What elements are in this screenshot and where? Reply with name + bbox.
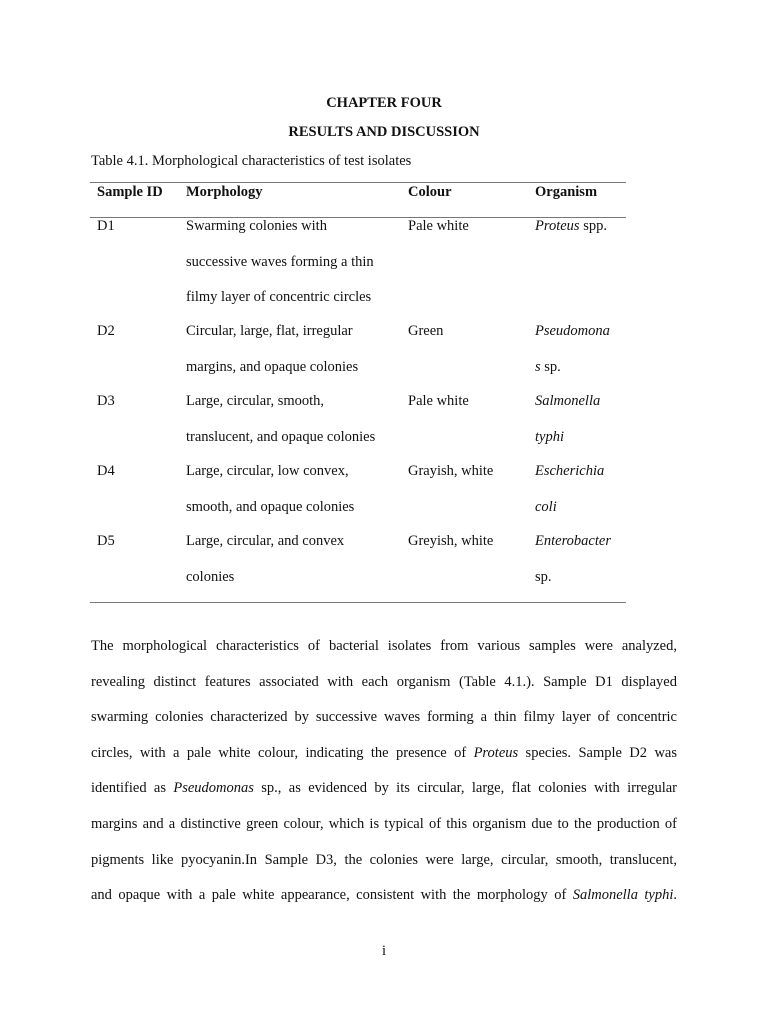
paragraph-line: margins and a distinctive green colour, which is typical of this organism due to the production of [91,815,677,832]
paragraph-line [91,736,677,772]
organism-line [535,209,615,245]
italic-term: Pseudomonas [173,780,254,797]
cell-sample-id: D4 [97,463,115,479]
organism-line [535,420,615,456]
header-morphology: Morphology [186,184,263,200]
cell-colour: Green [408,323,444,339]
header-organism: Organism [535,184,598,200]
cell-organism [535,524,615,595]
page-number: i [381,943,387,959]
cell-sample-id: D5 [97,533,115,549]
organism-line [535,560,615,596]
morphology-line: Swarming colonies with [186,218,327,234]
organism-genus: Escherichia [535,463,605,479]
organism-genus: Pseudomona [535,323,610,339]
paragraph-line: The morphological characteristics of bacterial isolates from various samples were analyzed, [91,638,677,654]
body-paragraph [91,629,677,914]
text-run: . [673,887,677,904]
organism-line [535,314,615,350]
morphology-line: Large, circular, low convex, [186,463,349,479]
cell-colour: Pale white [408,218,469,234]
organism-line [535,350,615,386]
organism-line [535,384,615,420]
table-caption: Table 4.1. Morphological characteristics of test isolates [91,153,412,169]
section-title: RESULTS AND DISCUSSION [288,124,480,140]
cell-sample-id: D2 [97,323,115,339]
organism-species: coli [535,498,557,515]
paragraph-line [91,878,677,914]
cell-colour: Greyish, white [408,533,494,549]
cell-morphology [186,384,396,455]
organism-line [535,490,615,526]
text-run: sp., as evidenced by its circular, large, flat colonies with irregular [253,780,677,797]
organism-suffix: sp. [535,568,552,585]
organism-genus: Enterobacter [535,533,611,549]
cell-colour: Pale white [408,393,469,409]
organism-line [535,524,615,560]
text-run: circles, with a pale white colour, indicating the presence of [91,744,474,761]
cell-organism [535,384,615,455]
morphology-line: filmy layer of concentric circles [186,289,372,305]
cell-morphology [186,209,396,316]
header-sample-id: Sample ID [97,184,163,200]
organism-species: typhi [535,428,564,445]
organism-suffix: spp. [579,218,607,234]
cell-organism [535,314,615,385]
morphology-line: smooth, and opaque colonies [186,498,355,515]
organism-line [535,454,615,490]
cell-sample-id: D3 [97,393,115,409]
text-run: species. Sample D2 was [518,744,677,761]
morphology-line: colonies [186,568,235,585]
italic-term: Proteus [473,744,519,761]
organism-genus: s [535,358,541,375]
organism-genus: Salmonella [535,393,601,409]
morphology-line: Large, circular, and convex [186,533,345,549]
table-bottom-rule [90,602,626,603]
paragraph-line: revealing distinct features associated with each organism (Table 4.1.). Sample D1 displayed [91,673,677,690]
cell-organism [535,454,615,525]
organism-genus: Proteus [535,218,580,234]
cell-morphology [186,454,396,525]
italic-term: Salmonella typhi [572,887,674,904]
paragraph-line [91,771,677,807]
morphology-line: margins, and opaque colonies [186,358,359,375]
cell-sample-id: D1 [97,218,115,234]
cell-morphology [186,524,396,595]
chapter-heading: CHAPTER FOUR [326,95,442,111]
morphology-line: Circular, large, flat, irregular [186,323,353,339]
organism-suffix: sp. [540,358,561,375]
text-run: identified as [91,780,174,797]
header-colour: Colour [408,184,452,200]
cell-morphology [186,314,396,385]
morphology-line: Large, circular, smooth, [186,393,325,409]
cell-organism [535,209,615,245]
cell-colour: Grayish, white [408,463,494,479]
text-run: and opaque with a pale white appearance, consistent with the morphology of [91,887,573,904]
paragraph-line: swarming colonies characterized by successive waves forming a thin filmy layer of concentric [91,709,677,726]
morphology-line: translucent, and opaque colonies [186,428,376,445]
paragraph-line: pigments like pyocyanin.In Sample D3, the colonies were large, circular, smooth, translucent, [91,851,677,868]
morphology-line: successive waves forming a thin [186,253,374,270]
